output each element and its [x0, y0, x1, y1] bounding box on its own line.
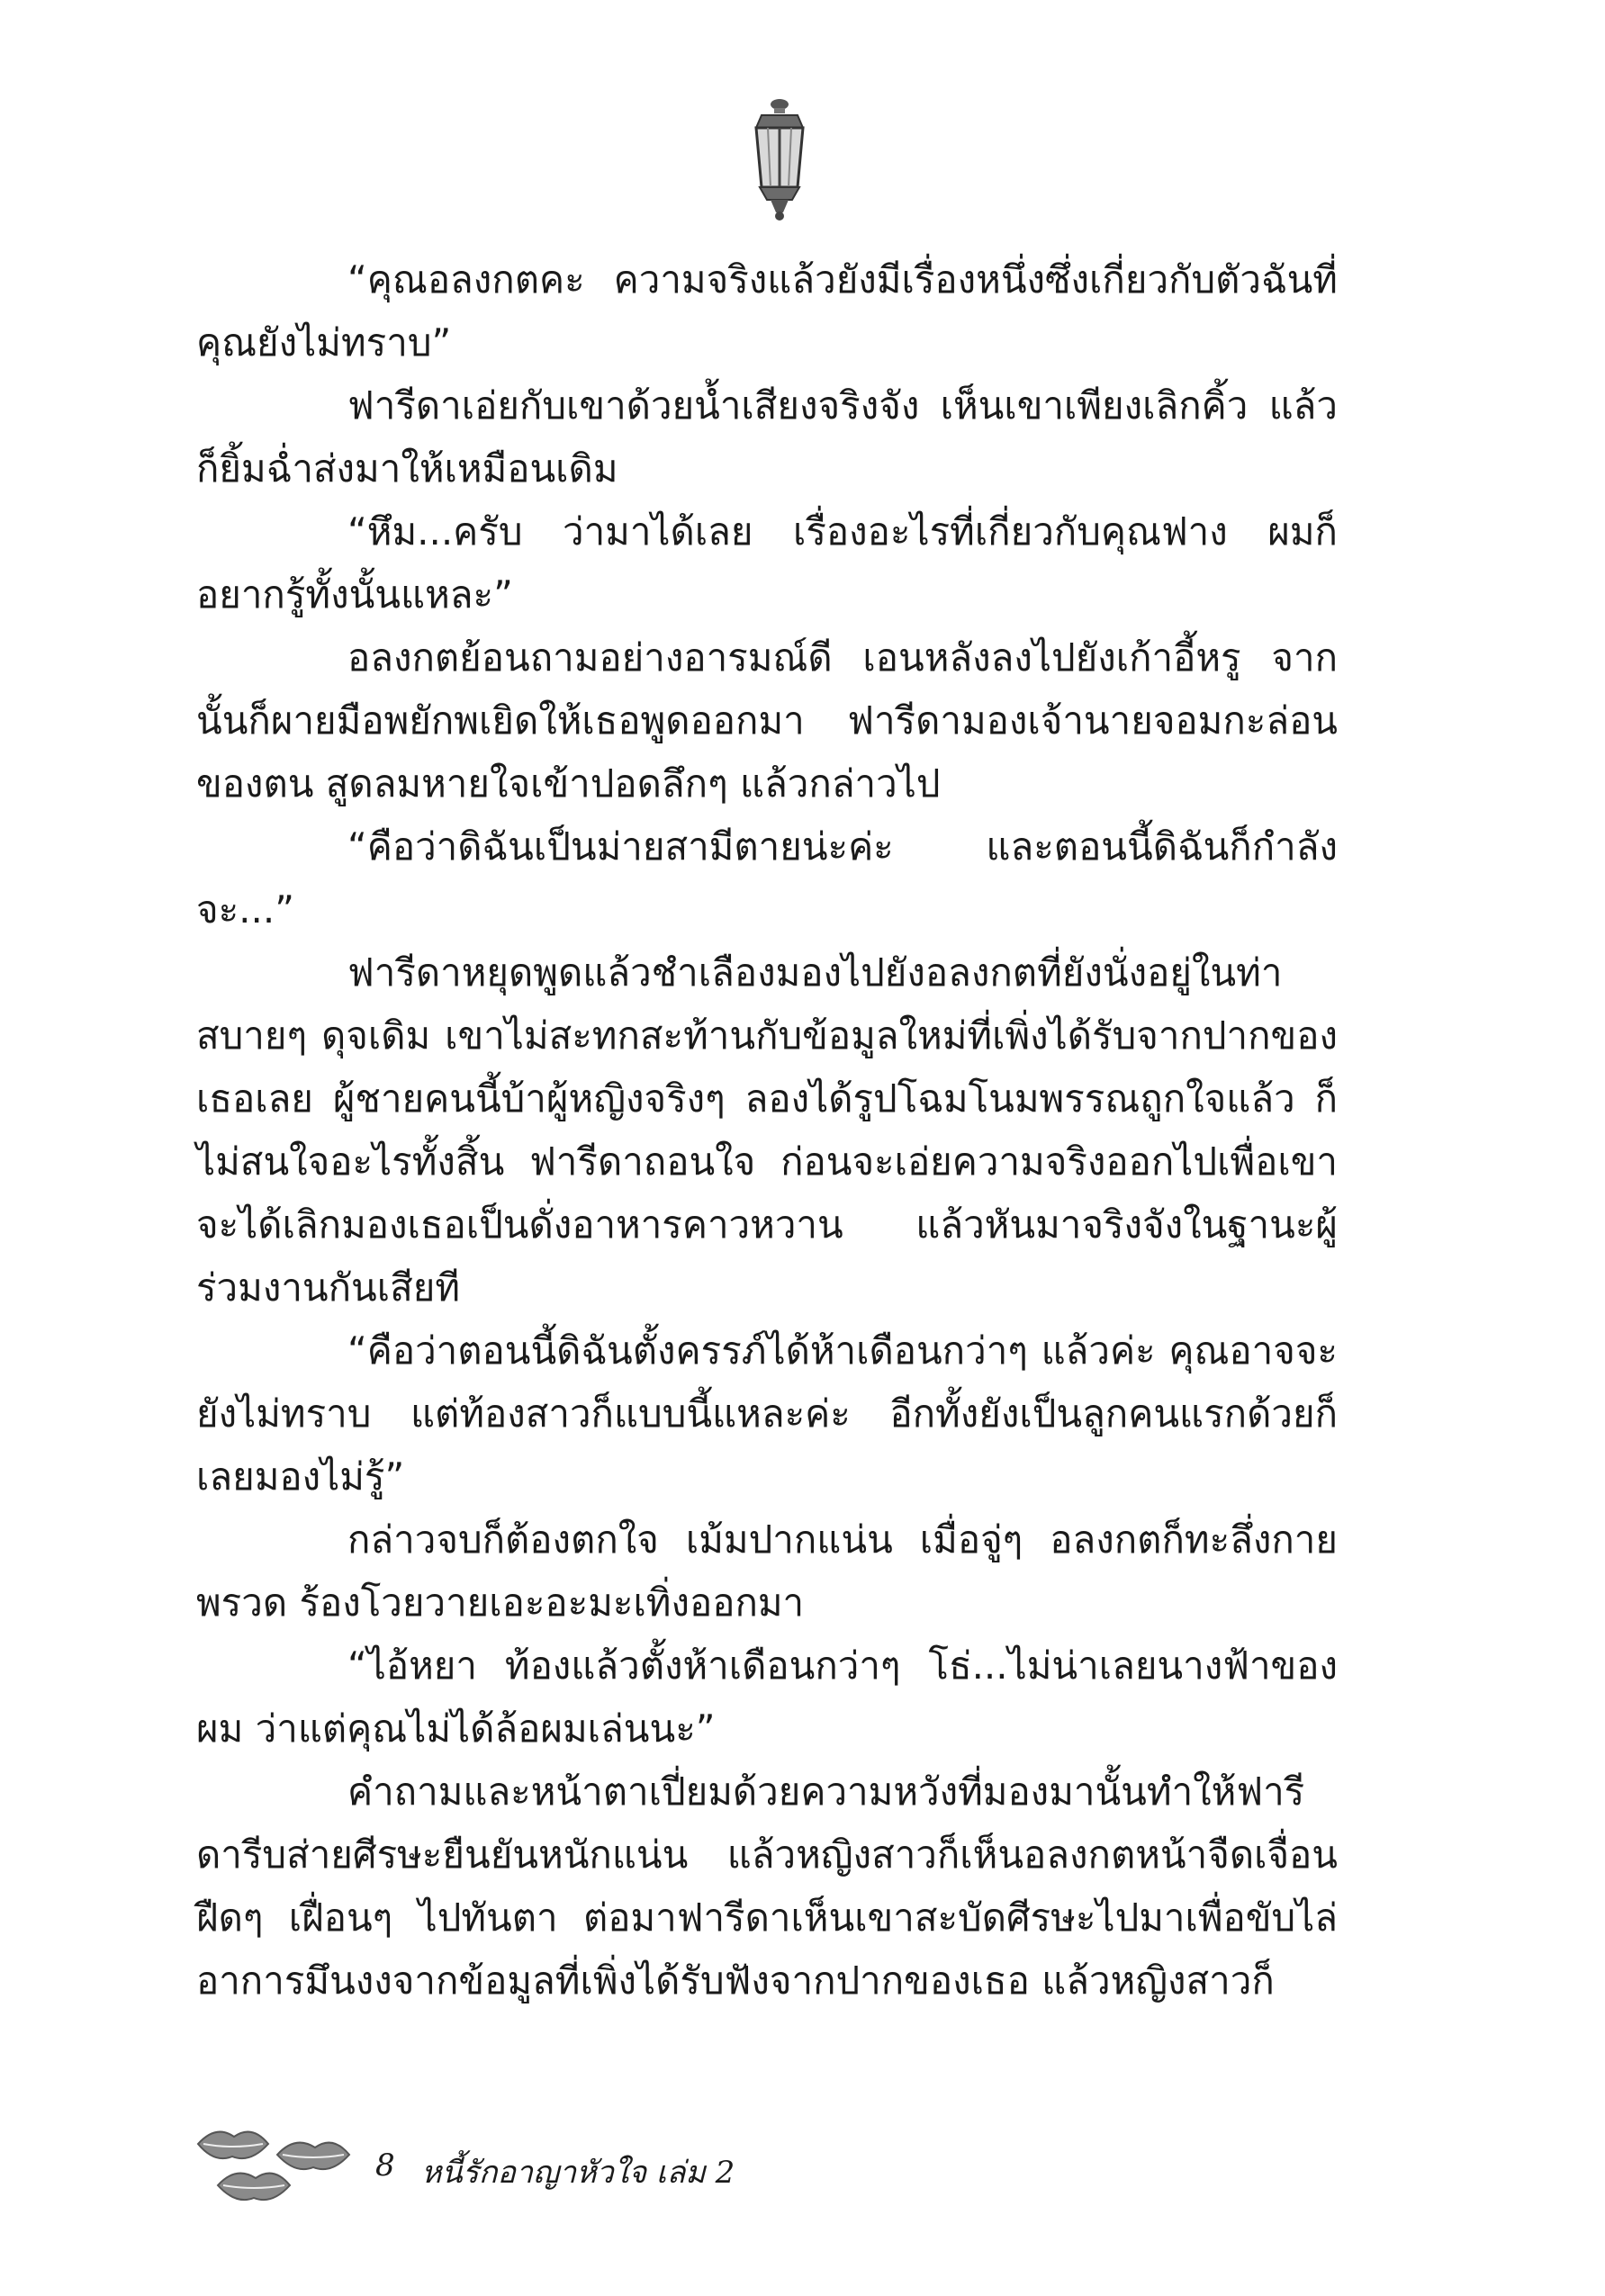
paragraph-4: อลงกตย้อนถามอย่างอารมณ์ดี เอนหลังลงไปยังเก้าอี้หรู จากนั้นก็ผายมือพยักพเยิดให้เธอพูดออกมา ฟารีดามองเจ้านายจอมกะล่อนของตน สูดลมหายใจเข้าปอดลึกๆ แล้วกล่าวไป — [196, 635, 1338, 806]
book-title: หนี้รักอาญาหัวใจ เล่ม 2 — [421, 2155, 735, 2191]
paragraph-1: “คุณอลงกตคะ ความจริงแล้วยังมีเรื่องหนึ่งซึ่งเกี่ยวกับตัวฉันที่คุณยังไม่ทราบ” — [196, 257, 1338, 365]
paragraph-2: ฟารีดาเอ่ยกับเขาด้วยน้ำเสียงจริงจัง เห็นเขาเพียงเลิกคิ้ว แล้วก็ยิ้มฉ่ำส่งมาให้เหมือนเดิม — [196, 383, 1338, 491]
paragraph-5: “คือว่าดิฉันเป็นม่ายสามีตายน่ะค่ะ และตอนนี้ดิฉันก็กำลังจะ...” — [196, 824, 1338, 932]
paragraph-10: คำถามและหน้าตาเปี่ยมด้วยความหวังที่มองมานั้นทำให้ฟารีดารีบส่ายศีรษะยืนยันหนักแน่น แล้วหญิงสาวก็เห็นอลงกตหน้าจืดเจื่อนฝืดๆ เฝื่อนๆ ไปทันตา ต่อมาฟารีดาเห็นเขาสะบัดศีรษะไปมาเพื่อขับไล่อาการมึนงงจากข้อมูลที่เพิ่งได้รับฟังจากปากของเธอ แล้วหญิงสาวก็ — [196, 1769, 1338, 2003]
body-text — [196, 248, 1338, 2012]
paragraph-9: “ไอ้หยา ท้องแล้วตั้งห้าเดือนกว่าๆ โธ่...ไม่น่าเลยนางฟ้าของผม ว่าแต่คุณไม่ได้ล้อผมเล่นนะ” — [196, 1643, 1338, 1751]
paragraph-3: “หึม...ครับ ว่ามาได้เลย เรื่องอะไรที่เกี่ยวกับคุณฟาง ผมก็อยากรู้ทั้งนั้นแหละ” — [196, 509, 1338, 617]
lips-kiss-icon — [191, 2117, 357, 2216]
page-number: 8 — [375, 2147, 395, 2183]
page-footer — [191, 2117, 1001, 2216]
lantern-icon — [744, 97, 816, 223]
paragraph-8: กล่าวจบก็ต้องตกใจ เม้มปากแน่น เมื่อจู่ๆ อลงกตก็ทะลึ่งกายพรวด ร้องโวยวายเอะอะมะเทิ่งออกมา — [196, 1517, 1338, 1625]
paragraph-6: ฟารีดาหยุดพูดแล้วชำเลืองมองไปยังอลงกตที่ยังนั่งอยู่ในท่าสบายๆ ดุจเดิม เขาไม่สะทกสะท้านกับข้อมูลใหม่ที่เพิ่งได้รับจากปากของเธอเลย ผู้ชายคนนี้บ้าผู้หญิงจริงๆ ลองได้รูปโฉมโนมพรรณถูกใจแล้ว ก็ไม่สนใจอะไรทั้งสิ้น ฟารีดาถอนใจ ก่อนจะเอ่ยความจริงออกไปเพื่อเขาจะได้เลิกมองเธอเป็นดั่งอาหารคาวหวาน แล้วหันมาจริงจังในฐานะผู้ร่วมงานกันเสียที — [196, 950, 1338, 1310]
paragraph-7: “คือว่าตอนนี้ดิฉันตั้งครรภ์ได้ห้าเดือนกว่าๆ แล้วค่ะ คุณอาจจะยังไม่ทราบ แต่ท้องสาวก็แบบนี้แหละค่ะ อีกทั้งยังเป็นลูกคนแรกด้วยก็เลยมองไม่รู้” — [196, 1328, 1338, 1499]
